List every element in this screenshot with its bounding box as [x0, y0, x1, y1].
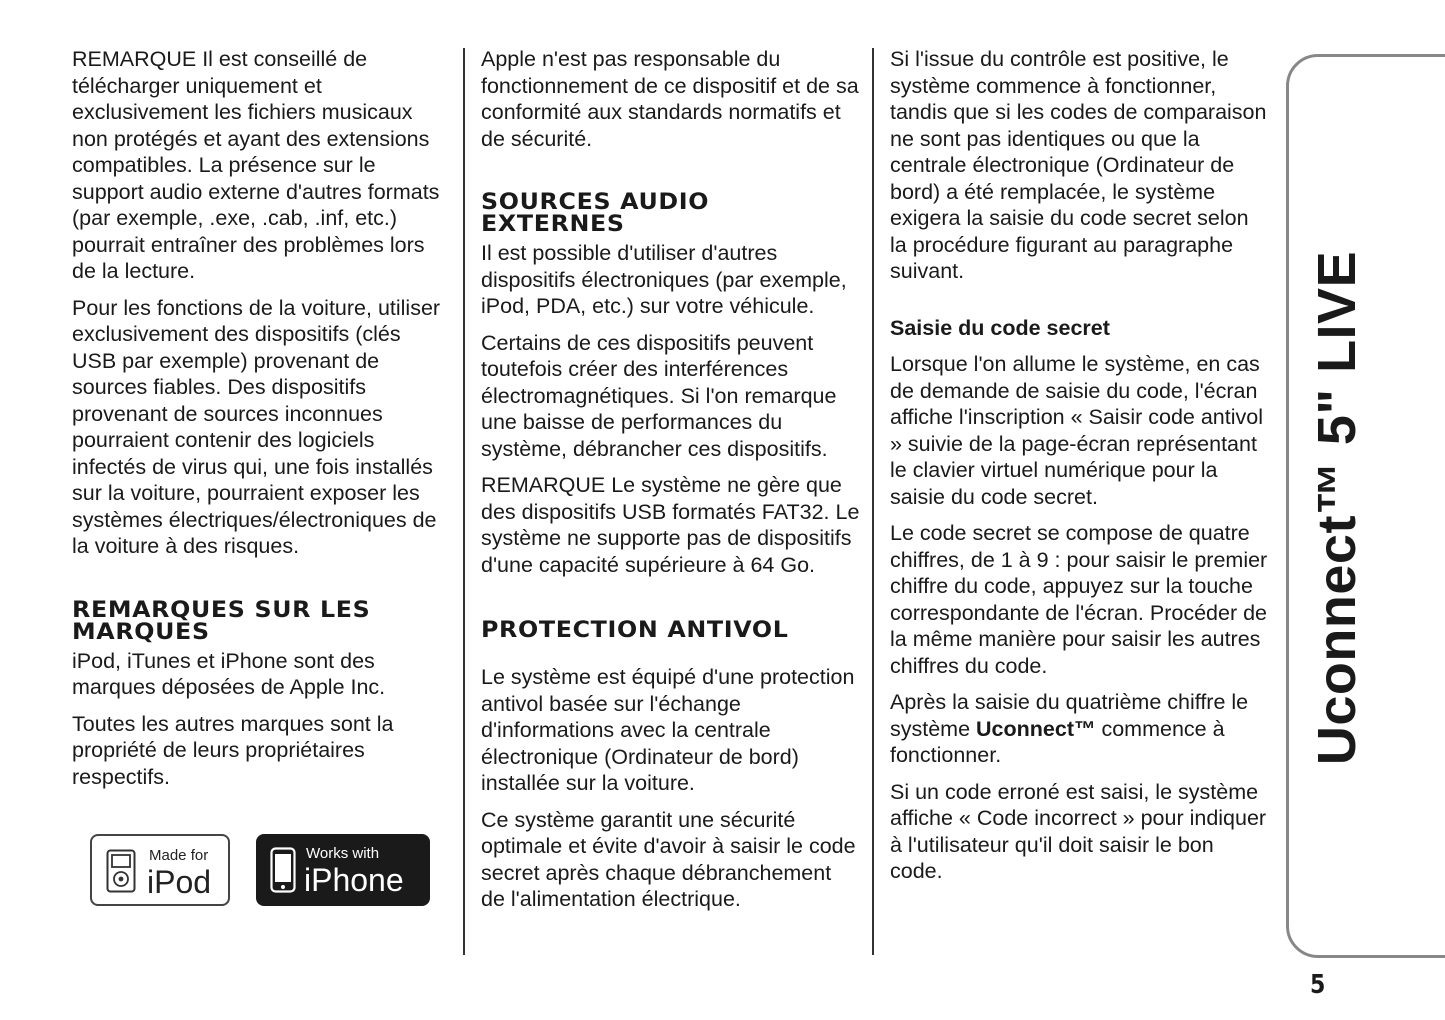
paragraph-marques-apple: iPod, iTunes et iPhone sont des marques déposées de Apple Inc.	[72, 648, 386, 699]
paragraph-remarque-fichiers: REMARQUE Il est conseillé de télécharger uniquement et exclusivement les fichiers musicaux non protégés et ayant des extensions compatibles. La présence sur le support audio externe d'autres formats (par exemple, .exe, .cab, .inf, etc.) pourrait entraîner des problèmes lors de la lecture.	[72, 47, 440, 283]
heading-protection-antivol: PROTECTION ANTIVOL	[481, 618, 789, 643]
paragraph-controle: Si l'issue du contrôle est positive, le système commence à fonctionner, tandis que si les codes de comparaison ne sont pas identiques ou que la centrale électronique (Ordinateur de bord) a été remplacée, le système exigera la saisie du code secret selon la procédure figurant au paragraphe suivant.	[890, 47, 1267, 283]
paragraph-securite: Ce système garantit une sécurité optimale et évite d'avoir à saisir le code secret après chaque débranchement de l'alimentation électrique.	[481, 807, 856, 911]
text-uconnect-bold: Uconnect™	[976, 716, 1096, 741]
paragraph-autres-dispositifs: Il est possible d'utiliser d'autres dispositifs électroniques (par exemple, iPod, PDA, etc.) sur votre véhicule.	[481, 241, 847, 318]
made-for-label: Made for	[149, 847, 209, 864]
page-number: 5	[1310, 970, 1326, 1000]
subheading-saisie-code: Saisie du code secret	[890, 315, 1110, 340]
works-with-iphone-logo	[256, 834, 430, 906]
side-tab-title: Uconnect™ 5" LIVE	[1307, 250, 1367, 766]
column-1	[72, 46, 450, 800]
made-for-ipod-logo	[90, 834, 230, 906]
heading-remarques-marques: REMARQUES SUR LES MARQUES	[72, 597, 371, 645]
paragraph-protection: Le système est équipé d'une protection antivol basée sur l'échange d'informations avec la centrale électronique (Ordinateur de bord) installée sur la voiture.	[481, 665, 855, 795]
column-divider-1	[463, 48, 465, 955]
ipod-label: iPod	[147, 864, 212, 900]
text-commence: commence à fonctionner.	[890, 716, 1225, 767]
paragraph-apres-saisie	[890, 689, 1270, 769]
text-apres-saisie: Après la saisie du quatrième chiffre le système	[890, 690, 1249, 741]
paragraph-interferences: Certains de ces dispositifs peuvent toutefois créer des interférences électromagnétiques. Si l'on remarque une baisse de performances du système, débrancher ces dispositifs.	[481, 330, 837, 461]
paragraph-code-quatre-chiffres: Le code secret se compose de quatre chiffres, de 1 à 9 : pour saisir le premier chiffre du code, appuyez sur la touche correspondante de l'écran. Procéder de la même manière pour saisir les autres chiffres du code.	[890, 521, 1268, 678]
paragraph-dispositifs-fiables: Pour les fonctions de la voiture, utiliser exclusivement des dispositifs (clés USB par exemple) provenant de sources fiables. Des dispositifs provenant de sources inconnues pourraient contenir des logiciels infectés de virus qui, une fois installés sur la voiture, pourraient exposer les systèmes électriques/électroniques de la voiture à des risques.	[72, 295, 441, 558]
paragraph-autres-marques: Toutes les autres marques sont la propriété de leurs propriétaires respectifs.	[72, 711, 394, 789]
brand-logos	[90, 834, 430, 906]
paragraph-code-errone: Si un code erroné est saisi, le système affiche « Code incorrect » pour indiquer à l'utilisateur qu'il doit saisir le bon code.	[890, 779, 1267, 883]
ipod-icon	[106, 849, 136, 893]
paragraph-apple-responsabilite: Apple n'est pas responsable du fonctionnement de ce dispositif et de sa conformité aux standards normatifs et de sécurité.	[481, 47, 859, 151]
heading-sources-audio: SOURCES AUDIO EXTERNES	[481, 190, 710, 237]
paragraph-allumage: Lorsque l'on allume le système, en cas de demande de saisie du code, l'écran affiche l'inscription « Saisir code antivol » suivie de la page-écran représentant le clavier virtuel numérique pour la saisie du code secret.	[890, 352, 1263, 509]
paragraph-remarque-fat32: REMARQUE Le système ne gère que des dispositifs USB formatés FAT32. Le système ne supporte pas de dispositifs d'une capacité supérieure à 64 Go.	[481, 473, 860, 577]
works-with-label: Works with	[306, 845, 380, 862]
iphone-label: iPhone	[304, 862, 404, 898]
column-divider-2	[872, 48, 874, 955]
column-3	[890, 46, 1270, 895]
iphone-icon	[270, 847, 296, 893]
column-2	[481, 46, 861, 923]
